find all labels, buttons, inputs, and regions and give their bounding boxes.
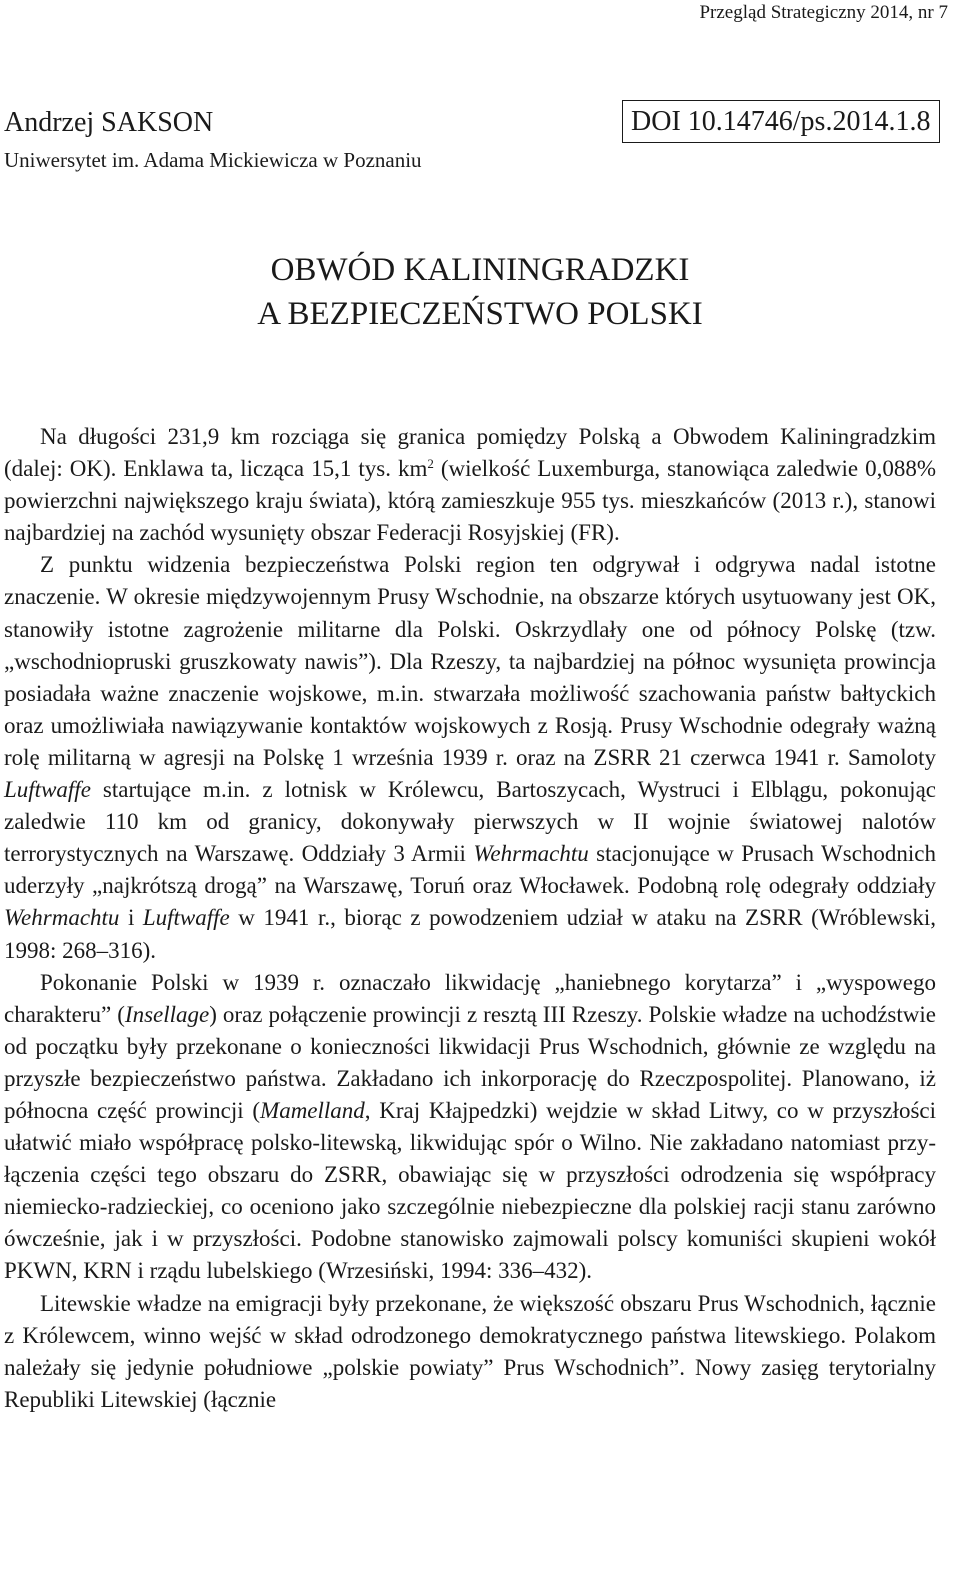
paragraph-3 (4, 967, 936, 1288)
p1-text-a: Na długości 231,9 km rozciąga się granica pomiędzy Polską a Obwodem Kaliningradzkim (dalej: OK). Enklawa ta, licząca 15,1 tys. km (4, 424, 936, 482)
paragraph-1 (4, 421, 936, 549)
doi-box: DOI 10.14746/ps.2014.1.8 (622, 100, 940, 143)
p3-text-a: Pokonanie Polski w 1939 r. oznaczało likwidację „haniebnego korytarza” i „wyspowego charakteru” ( (4, 969, 936, 1027)
p2-italic-4: Luftwaffe (142, 905, 230, 931)
p3-italic-2: Mamelland (260, 1097, 365, 1123)
p2-italic-3: Wehrmachtu (4, 905, 120, 931)
p1-superscript: 2 (427, 456, 434, 472)
p2-italic-1: Luftwaffe (4, 777, 91, 803)
p3-italic-1: Insellage (124, 1001, 210, 1027)
p2-italic-2: Wehrmachtu (473, 841, 589, 867)
p1-text-b: (wielkość Luxemburga, stanowiąca zaledwie 0,088% powierzchni największego kraju świata), którą zamieszkuje 955 tys. mieszkańców (2013 r.), stanowi najbardziej na zachód wysunięty obszar Federacji Rosyjskiej (FR). (4, 456, 937, 546)
p2-text-a: Z punktu widzenia bezpieczeństwa Polski region ten odgrywał i odgrywa nadal istotne znaczenie. W okresie międzywojennym Prusy Wschodnie, na obszarze których usytuowany jest OK, stanowiły istotne zagrożenie militarne dla Polski. Oskrzydlały one od północy Polskę (tzw. „wschodniopruski gruszkowaty nawis”). Dla Rzeszy, ta najbardziej na północ wysunięta prowincja posiadała ważne znaczenie wojskowe, m.in. stwarzała możliwość szachowania państw bałtyckich oraz umożliwiała nawiązywanie kontaktów wojskowych z Rosją. Prusy Wschodnie odegrały ważną rolę militarną w agresji na Polskę 1 września 1939 r. oraz na ZSRR 21 czerwca 1941 r. Samoloty (4, 552, 936, 770)
p3-text-c: , Kraj Kłajpedzki) wejdzie w skład Litwy, co w przyszłości ułatwić miało współpracę polsko-litewską, likwidując spór o Wilno. Nie zakładano natomiast przyłączenia części tego obszaru do ZSRR, obawiając się w przyszłości odrodzenia się współpracy niemiecko-radzieckiej, co oceniono jako szczególnie niebezpieczne dla polskiej racji stanu zarówno ówcześnie, jak i w przyszłości. Podobne stanowisko zajmowali polscy komuniści skupieni wokół PKWN, KRN i rządu lubelskiego (Wrzesiński, 1994: 336–432). (4, 1097, 936, 1284)
title-line-2: A BEZPIECZEŃSTWO POLSKI (257, 296, 703, 332)
p2-text-c: stacjonujące w Prusach Wschodnich uderzyły „najkrótszą drogą” na Warszawę, Toruń oraz Włocławek. Podobną rolę odegrały oddziały (4, 841, 936, 899)
paragraph-4 (4, 1288, 936, 1416)
p3-text-b: ) oraz połączenie prowincji z resztą III Rzeszy. Polskie władze na uchodźstwie od początku były przekonane o konieczności likwidacji Prus Wschodnich, głównie ze względu na przyszłe bezpieczeństwo państwa. Zakładano ich inkorporację do Rzeczpospolitej. Planowano, iż północna część prowincji ( (4, 1001, 936, 1123)
title-line-1: OBWÓD KALININGRADZKI (270, 252, 690, 288)
p4-text-a: Litewskie władze na emigracji były przekonane, że większość obszaru Prus Wschodnich, łącznie z Królewcem, winno wejść w skład odrodzonego demokratycznego państwa litewskiego. Polakom należały się jedynie południowe „polskie powiaty” Prus Wschodnich”. Nowy zasięg terytorialny Republiki Litewskiej (łącznie (4, 1290, 936, 1412)
p2-text-b: startujące m.in. z lotnisk w Królewcu, Bartoszycach, Wystruci i Elblągu, pokonując zaledwie 110 km od granicy, dokonywały pierwszych w II wojnie światowej nalotów terrorystycznych na Warszawę. Oddziały 3 Armii (4, 777, 936, 867)
paragraph-2 (4, 549, 936, 966)
journal-header: Przegląd Strategiczny 2014, nr 7 (699, 2, 948, 23)
article-title (0, 248, 960, 336)
p2-text-e: w 1941 r., biorąc z powodzeniem udział w ataku na ZSRR (Wróblewski, 1998: 268–316). (4, 905, 936, 963)
article-body (4, 421, 936, 1416)
p2-text-d: i (119, 905, 143, 931)
author-name: Andrzej SAKSON (4, 107, 214, 138)
author-affiliation: Uniwersytet im. Adama Mickiewicza w Poznaniu (4, 148, 422, 172)
